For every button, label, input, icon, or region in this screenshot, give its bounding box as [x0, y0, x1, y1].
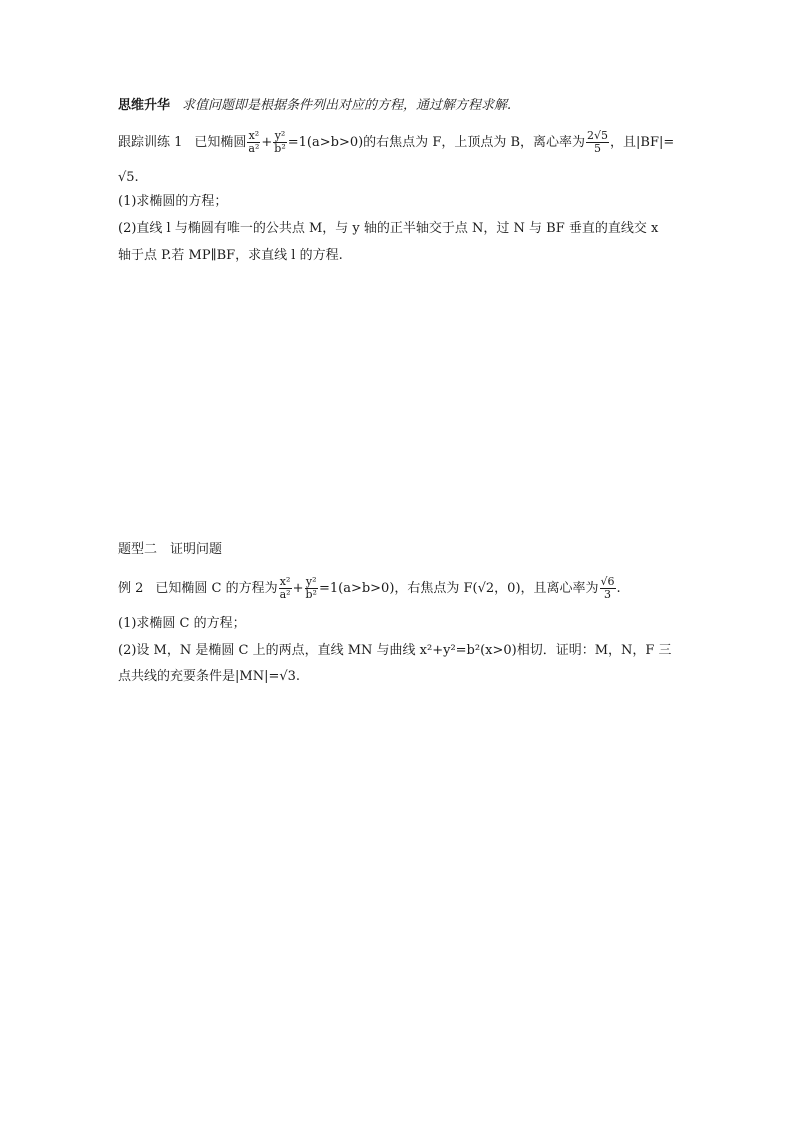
- exercise1-part1: [118, 192, 227, 212]
- frac-num: 2√5: [587, 129, 609, 142]
- example2-label: 例 2: [118, 581, 144, 596]
- exercise1-part2-text2: 轴于点 P.若 MP∥BF，求直线 l 的方程.: [118, 248, 343, 263]
- example2-part2-line2: [118, 667, 300, 687]
- fraction-x2-a2: [279, 576, 292, 601]
- exercise1-label: 跟踪训练 1: [118, 135, 183, 150]
- summary-text: 求值问题即是根据条件列出对应的方程，通过解方程求解.: [182, 98, 512, 113]
- frac-den: b²: [305, 588, 317, 601]
- frac-num: x²: [279, 575, 291, 588]
- example2-part2-text2: 点共线的充要条件是|MN|=√3.: [118, 669, 301, 684]
- exercise1-intro: 已知椭圆: [194, 135, 247, 150]
- exercise1-part2-line1: [118, 219, 658, 239]
- summary-heading: 思维升华: [118, 98, 171, 113]
- fraction-x2-a2: [247, 130, 260, 155]
- frac-num: x²: [248, 129, 260, 142]
- frac-den: a²: [279, 588, 291, 601]
- fraction-y2-b2: [305, 576, 318, 601]
- example2-part2-line1: [118, 641, 672, 661]
- plus-sign: +: [261, 135, 273, 150]
- fraction-y2-b2: [273, 130, 286, 155]
- fraction-eccentricity: [600, 576, 616, 601]
- exercise1-cont: √5.: [118, 170, 139, 185]
- example2-part1-text: (1)求椭圆 C 的方程；: [118, 616, 246, 631]
- summary-line: [118, 96, 511, 116]
- frac-den: 5: [594, 142, 602, 155]
- example2-eq-tail: =1(a>b>0)，右焦点为 F(√2，0)，且离心率为: [318, 581, 599, 596]
- frac-num: √6: [600, 575, 615, 588]
- exercise1-part1-text: (1)求椭圆的方程；: [118, 194, 228, 209]
- frac-den: b²: [274, 142, 286, 155]
- example2-line1: [118, 576, 621, 601]
- example2-part2-text1: (2)设 M，N 是椭圆 C 上的两点，直线 MN 与曲线 x²+y²=b²(x>0)相切．证明：M，N，F 三: [118, 643, 672, 658]
- section2-title: [118, 540, 222, 560]
- example2-intro: 已知椭圆 C 的方程为: [155, 581, 278, 596]
- exercise1-part2-line2: [118, 246, 343, 266]
- exercise1-line2: [118, 168, 139, 188]
- frac-den: 3: [604, 588, 612, 601]
- exercise1-eq-tail: =1(a>b>0)的右焦点为 F，上顶点为 B，离心率为: [287, 135, 586, 150]
- example2-part1: [118, 614, 246, 634]
- frac-den: a²: [248, 142, 260, 155]
- plus-sign: +: [292, 581, 304, 596]
- exercise1-part2-text1: (2)直线 l 与椭圆有唯一的公共点 M，与 y 轴的正半轴交于点 N，过 N 与 BF 垂直的直线交 x: [118, 221, 659, 236]
- exercise1-cond: ，且|BF|=: [610, 135, 675, 150]
- exercise1-line1: [118, 130, 674, 155]
- example2-end: .: [616, 581, 621, 596]
- fraction-eccentricity: [586, 130, 609, 155]
- section2-title-text: 题型二 证明问题: [118, 542, 223, 557]
- frac-num: y²: [305, 575, 317, 588]
- frac-num: y²: [274, 129, 286, 142]
